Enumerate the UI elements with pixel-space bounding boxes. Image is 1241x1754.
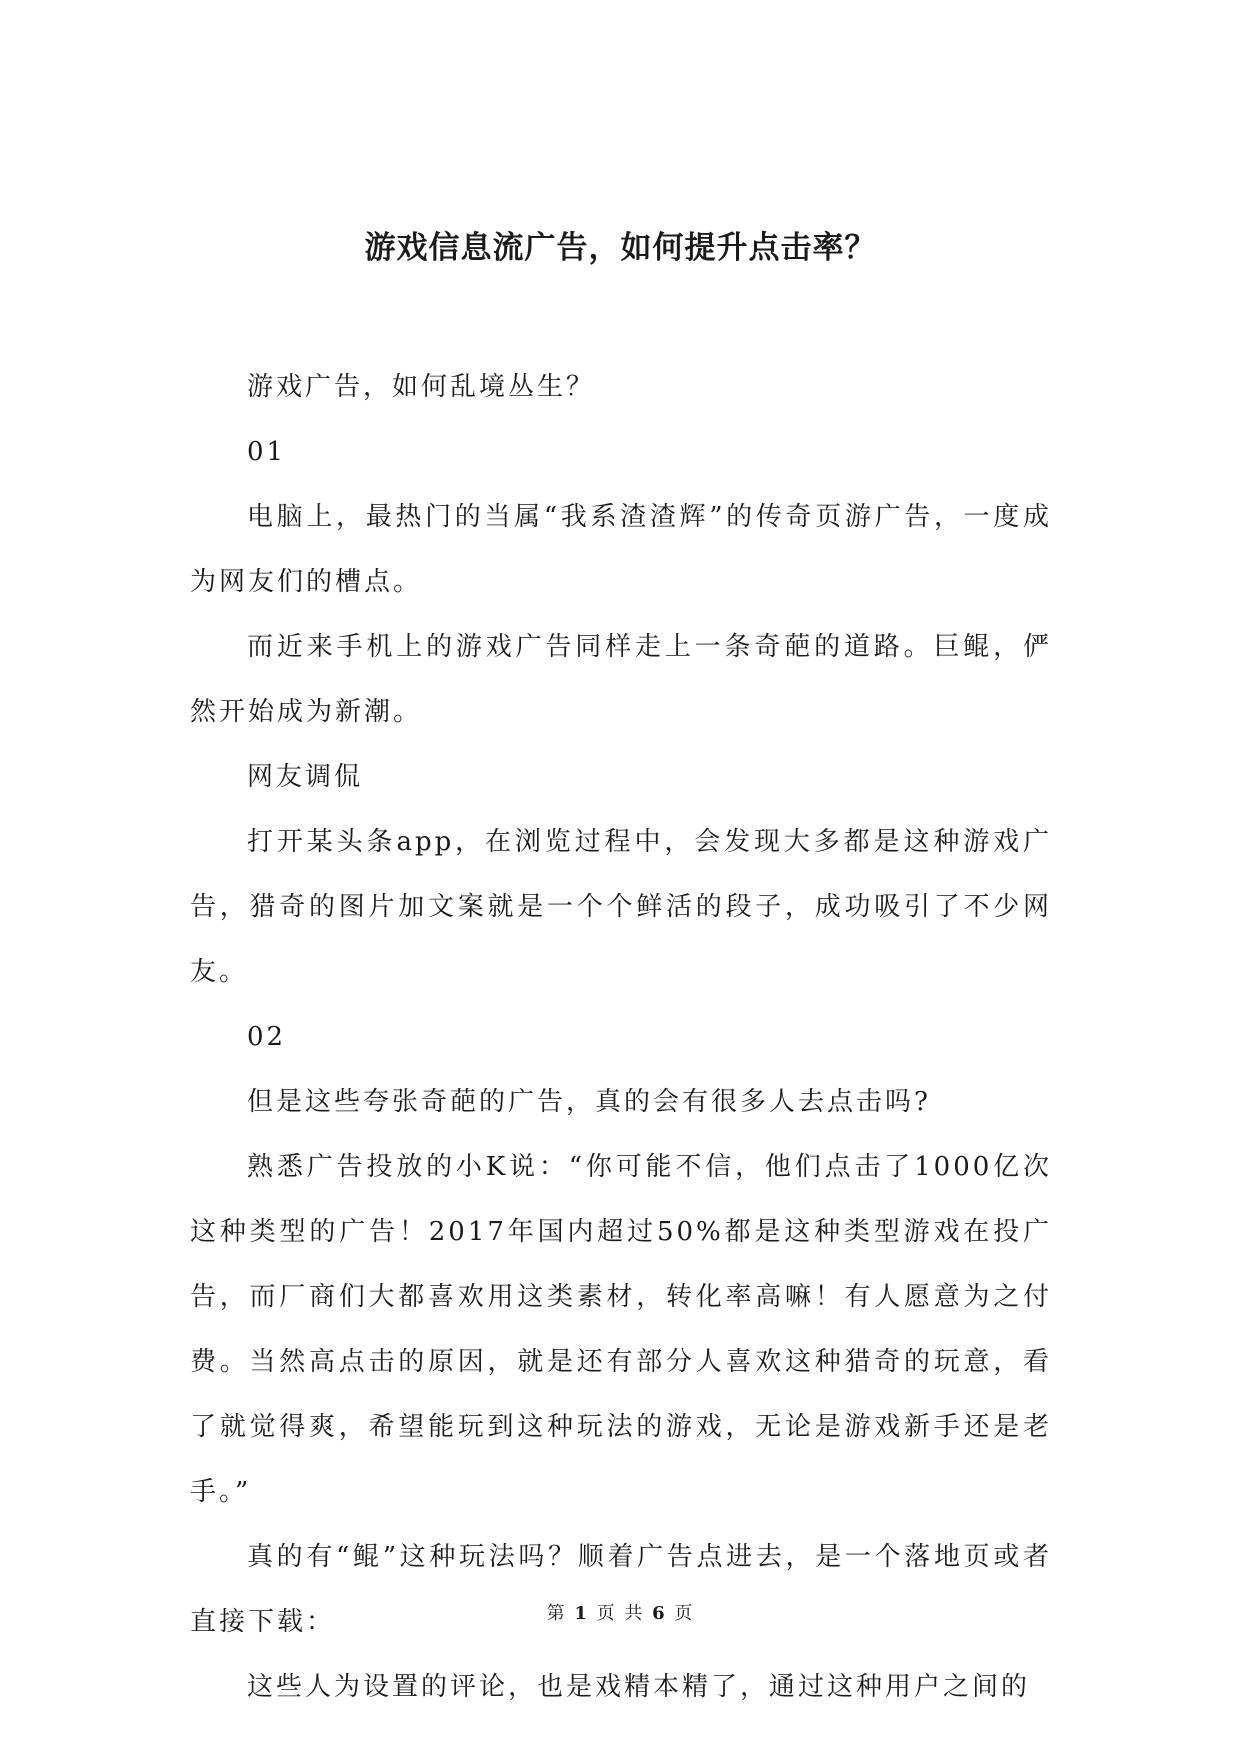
document-title: 游戏信息流广告，如何提升点击率？: [364, 230, 877, 266]
current-page-number: 1: [574, 1603, 589, 1624]
paragraph: 打开某头条app，在浏览过程中，会发现大多都是这种游戏广告，猎奇的图片加文案就是一个个鲜活的段子，成功吸引了不少网友。: [190, 827, 1052, 987]
paragraph: 02: [247, 1022, 287, 1052]
total-page-count: 6: [652, 1603, 667, 1624]
paragraph: 真的有“鲲”这种玩法吗？顺着广告点进去，是一个落地页或者直接下载：: [190, 1542, 1052, 1637]
page-footer: [0, 1602, 1241, 1626]
footer-middle: 页 共: [596, 1603, 645, 1624]
footer-suffix: 页: [674, 1603, 695, 1624]
paragraph: 游戏广告，如何乱境丛生？: [247, 372, 596, 402]
paragraph: 网友调侃: [247, 762, 364, 792]
paragraph: 熟悉广告投放的小K说：“你可能不信，他们点击了1000亿次这种类型的广告！2017年国内超过50%都是这种类型游戏在投广告，而厂商们大都喜欢用这类素材，转化率高嘛！有人愿意为之付费。当然高点击的原因，就是还有部分人喜欢这种猎奇的玩意，看了就觉得爽，希望能玩到这种玩法的游戏，无论是游戏新手还是老手。”: [190, 1152, 1052, 1507]
paragraph: 01: [247, 437, 287, 467]
paragraph: 电脑上，最热门的当属“我系渣渣辉”的传奇页游广告，一度成为网友们的槽点。: [190, 502, 1052, 597]
paragraph: 但是这些夸张奇葩的广告，真的会有很多人去点击吗?: [247, 1087, 931, 1117]
paragraph: 这些人为设置的评论，也是戏精本精了，通过这种用户之间的: [247, 1672, 1031, 1702]
paragraph: 而近来手机上的游戏广告同样走上一条奇葩的道路。巨鲲，俨然开始成为新潮。: [190, 632, 1052, 727]
document-body: [190, 355, 1052, 1720]
footer-prefix: 第: [546, 1603, 567, 1624]
